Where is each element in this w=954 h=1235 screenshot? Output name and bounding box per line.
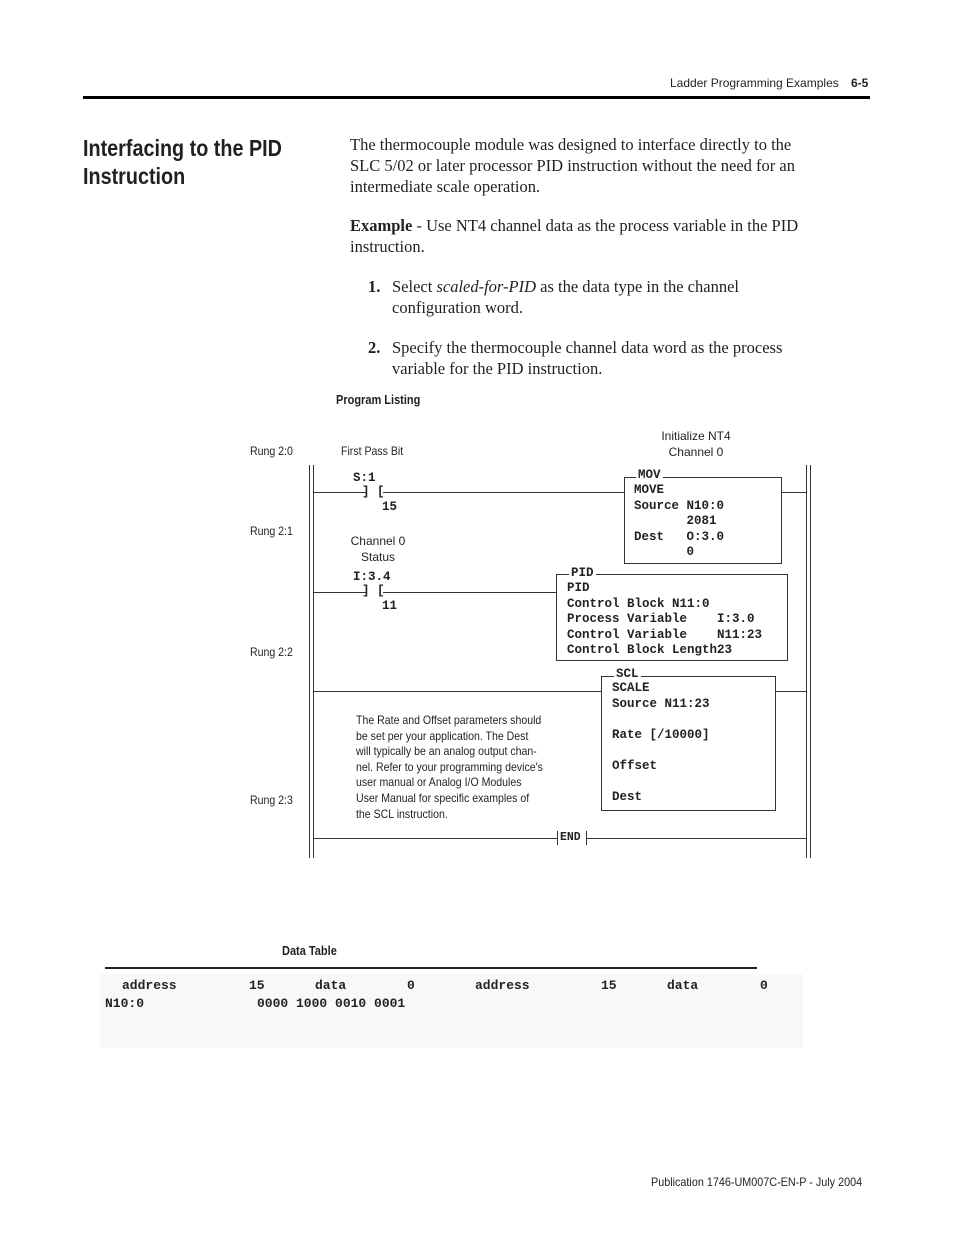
pid-tag: PID: [571, 566, 594, 580]
step-text: Select scaled-for-PID as the data type in the channel: [392, 277, 739, 296]
left-rail: [309, 465, 310, 858]
dt-header: data: [315, 978, 347, 993]
dt-header: data: [667, 978, 699, 993]
running-header: Ladder Programming Examples: [670, 76, 839, 90]
example-label: Example: [350, 216, 413, 235]
mov-tag: MOV: [638, 468, 661, 482]
mov-contents: MOVE Source N10:0 2081 Dest O:3.0 0: [634, 483, 725, 559]
rung-label: Rung 2:2: [250, 645, 293, 659]
header-rule: [83, 96, 870, 99]
contact-symbol: ] [: [362, 485, 385, 499]
first-pass-label: First Pass Bit: [341, 444, 404, 458]
left-rail: [313, 465, 314, 858]
contact-address: I:3.4: [353, 570, 391, 584]
data-table-rule: [105, 967, 757, 969]
step-number: 2.: [368, 338, 381, 357]
rung-label: Rung 2:1: [250, 524, 293, 538]
section-title-line1: Interfacing to the PID: [83, 135, 282, 161]
program-listing-label: Program Listing: [336, 393, 421, 407]
step-text: configuration word.: [392, 298, 524, 317]
data-table-label: Data Table: [282, 944, 337, 958]
pid-contents: PID Control Block N11:0 Process Variable I:3.0 Control Variable N11:23 Control Block Length23: [567, 581, 763, 657]
dt-header: 0: [407, 978, 415, 993]
section-title-line2: Instruction: [83, 163, 186, 189]
dt-header: address: [475, 978, 530, 993]
contact-bit: 15: [382, 500, 398, 514]
rung-label: Rung 2:0: [250, 444, 293, 458]
dt-address: N10:0: [105, 996, 145, 1011]
intro-line: intermediate scale operation.: [350, 177, 541, 196]
example-line2: instruction.: [350, 237, 425, 256]
contact-bit: 11: [382, 599, 398, 613]
step-number: 1.: [368, 277, 381, 296]
example-line1: Example - Use NT4 channel data as the process variable in the PID: [350, 216, 799, 235]
data-table: [100, 974, 803, 1048]
contact-symbol: ] [: [362, 584, 385, 598]
dt-header: 15: [249, 978, 265, 993]
right-rail: [810, 465, 811, 858]
intro-line: The thermocouple module was designed to interface directly to the: [350, 135, 792, 154]
rung-label: Rung 2:3: [250, 793, 293, 807]
dt-value: 0000 1000 0010 0001: [257, 996, 406, 1011]
contact-address: S:1: [353, 471, 376, 485]
dt-header: address: [122, 978, 177, 993]
dt-header: 0: [760, 978, 768, 993]
step-text: Specify the thermocouple channel data word as the process: [392, 338, 783, 357]
channel-status-label: Channel 0 Status: [350, 534, 406, 564]
end-instruction: END: [560, 831, 581, 844]
scl-contents: SCALE Source N11:23 Rate [/10000] Offset Dest: [612, 681, 710, 804]
footer-publication: Publication 1746-UM007C-EN-P - July 2004: [651, 1175, 863, 1189]
init-label: Initialize NT4 Channel 0: [661, 429, 731, 459]
dt-header: 15: [601, 978, 617, 993]
right-rail: [806, 465, 807, 858]
step-text: variable for the PID instruction.: [392, 359, 603, 378]
intro-line: SLC 5/02 or later processor PID instruction without the need for an: [350, 156, 795, 175]
scl-note: The Rate and Offset parameters should be set per your application. The Dest will typically be an analog output chan- nel. Refer to your programming device's user manual or Analog I/O Modules User Manual for specific examples of the SCL instruction.: [356, 713, 543, 821]
page-number: 6-5: [851, 76, 869, 90]
scl-tag: SCL: [616, 667, 639, 681]
